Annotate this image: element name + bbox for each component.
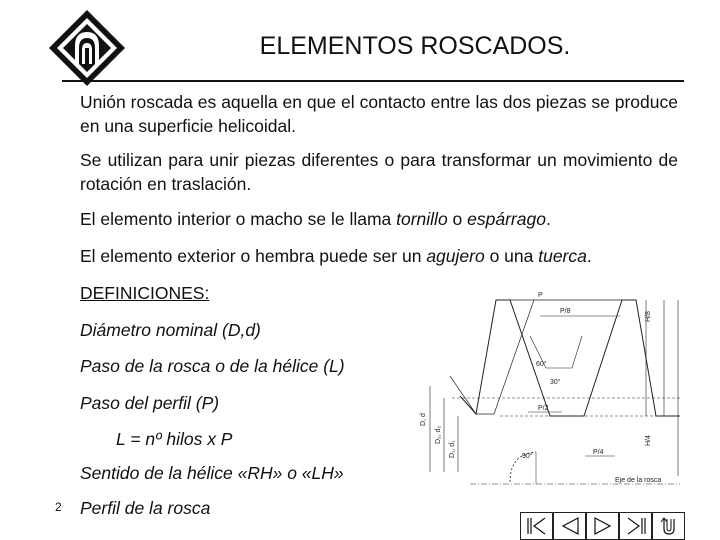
- p3-term-esparrago: espárrago: [467, 209, 546, 229]
- p4-term-tuerca: tuerca: [538, 246, 587, 266]
- next-icon: [591, 516, 615, 536]
- label-h4: H/4: [645, 435, 652, 446]
- first-icon: [525, 516, 549, 536]
- definition-item: Diámetro nominal (D,d): [80, 320, 261, 340]
- label-p4: P/4: [593, 449, 604, 456]
- paragraph-male-element: [80, 207, 678, 231]
- first-slide-button[interactable]: [520, 512, 553, 540]
- p4-term-agujero: agujero: [426, 246, 485, 266]
- label-d1: D₁, d₁: [449, 440, 456, 458]
- label-p2: P/2: [538, 405, 549, 412]
- label-p: P: [538, 292, 543, 299]
- prev-icon: [558, 516, 582, 536]
- paragraph-female-element: [80, 244, 678, 268]
- paragraph-uses: Se utilizan para unir piezas diferentes o para transformar un movimiento de rotación en traslación.: [80, 150, 678, 194]
- definition-item: Sentido de la hélice «RH» o «LH»: [80, 463, 344, 483]
- label-angle90: 90°: [522, 453, 533, 460]
- label-angle30: 30°: [550, 379, 561, 386]
- p4-suffix: .: [586, 246, 592, 266]
- p3-term-tornillo: tornillo: [396, 209, 448, 229]
- label-h8: H/8: [645, 311, 652, 322]
- p3-mid: o: [447, 209, 468, 229]
- p4-mid: o una: [484, 246, 539, 266]
- label-axis: Eje de la rosca: [615, 477, 662, 484]
- p4-prefix: El elemento exterior o hembra puede ser un: [80, 246, 427, 266]
- next-slide-button[interactable]: [586, 512, 619, 540]
- return-button[interactable]: [652, 512, 685, 540]
- label-d2: D₂, d₂: [435, 425, 442, 444]
- definition-item: Paso de la rosca o de la hélice (L): [80, 356, 345, 376]
- p3-prefix: El elemento interior o macho se le llama: [80, 209, 397, 229]
- p3-suffix: .: [545, 209, 551, 229]
- definition-item: Perfil de la rosca: [80, 498, 211, 518]
- paragraph-definition: Unión roscada es aquella en que el contacto entre las dos piezas se produce en una superficie helicoidal.: [80, 92, 678, 136]
- label-p8: P/8: [560, 308, 571, 315]
- definition-item: Paso del perfil (P): [80, 393, 220, 413]
- previous-slide-button[interactable]: [553, 512, 586, 540]
- return-icon: [657, 516, 681, 536]
- slide-number: 2: [55, 500, 62, 514]
- title-divider: [62, 80, 684, 82]
- definition-formula: L = nº hilos x P: [116, 429, 233, 449]
- slide-navigation: [520, 512, 718, 540]
- page-title: ELEMENTOS ROSCADOS.: [259, 32, 571, 60]
- university-logo: [47, 8, 127, 88]
- last-icon: [624, 516, 648, 536]
- definitions-heading: DEFINICIONES:: [80, 283, 210, 303]
- thread-profile-diagram: [410, 286, 692, 492]
- label-dd: D, d: [420, 413, 427, 426]
- label-angle60: 60°: [536, 361, 547, 368]
- last-slide-button[interactable]: [619, 512, 652, 540]
